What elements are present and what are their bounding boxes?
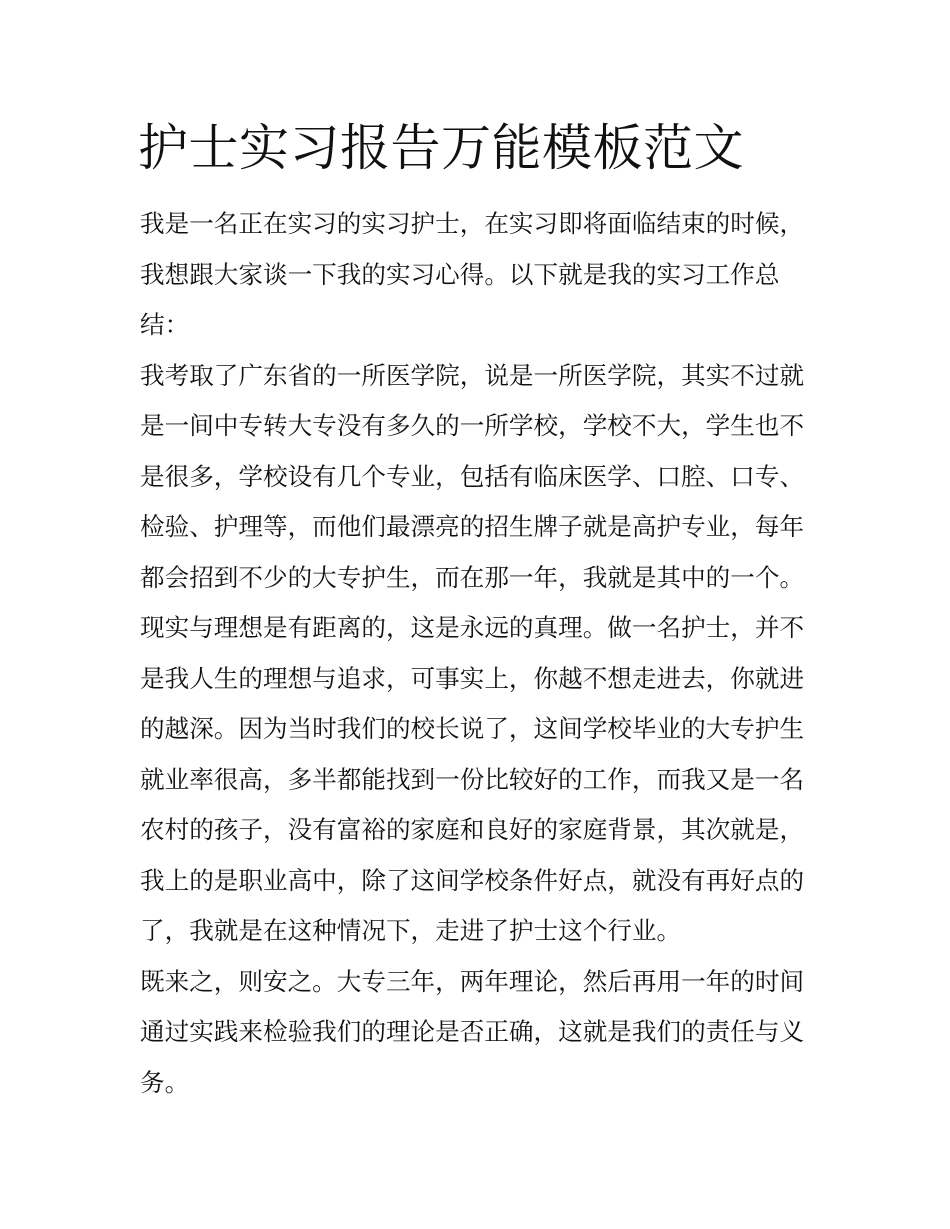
- text-line: 的越深。因为当时我们的校长说了，这间学校毕业的大专护生: [140, 714, 805, 743]
- text-line: 既来之，则安之。大专三年，两年理论，然后再用一年的时间: [140, 966, 805, 996]
- text-line: 务。: [140, 1067, 190, 1097]
- text-line: 是我人生的理想与追求，可事实上，你越不想走进去，你就进: [140, 663, 805, 693]
- text-line: 是很多，学校设有几个专业，包括有临床医学、口腔、口专、: [140, 461, 805, 491]
- text-line: 我考取了广东省的一所医学院，说是一所医学院，其实不过就: [140, 360, 805, 390]
- document-title: 护士实习报告万能模板范文: [138, 119, 744, 177]
- text-line: 我上的是职业高中，除了这间学校条件好点，就没有再好点的: [140, 865, 805, 895]
- paragraph-practice: [140, 957, 820, 1109]
- paragraph-reality: [140, 603, 820, 957]
- text-line: 农村的孩子，没有富裕的家庭和良好的家庭背景，其次就是，: [140, 815, 805, 844]
- text-line: 检验、护理等，而他们最漂亮的招生牌子就是高护专业，每年: [140, 512, 805, 541]
- text-line: 通过实践来检验我们的理论是否正确，这就是我们的责任与义: [140, 1017, 805, 1046]
- text-line: 是一间中专转大专没有多久的一所学校，学校不大，学生也不: [140, 411, 805, 440]
- paragraph-school: [140, 351, 820, 604]
- paragraph-intro: [140, 199, 820, 351]
- text-line: 都会招到不少的大专护生，而在那一年，我就是其中的一个。: [140, 562, 805, 592]
- text-line: 我是一名正在实习的实习护士，在实习即将面临结束的时候，: [140, 209, 805, 238]
- text-line: 结：: [140, 310, 190, 339]
- text-line: 现实与理想是有距离的，这是永远的真理。做一名护士，并不: [140, 613, 805, 642]
- document-body: [140, 199, 820, 1108]
- text-line: 了，我就是在这种情况下，走进了护士这个行业。: [140, 916, 682, 945]
- text-line: 就业率很高，多半都能找到一份比较好的工作，而我又是一名: [140, 764, 805, 794]
- text-line: 我想跟大家谈一下我的实习心得。以下就是我的实习工作总: [140, 259, 780, 289]
